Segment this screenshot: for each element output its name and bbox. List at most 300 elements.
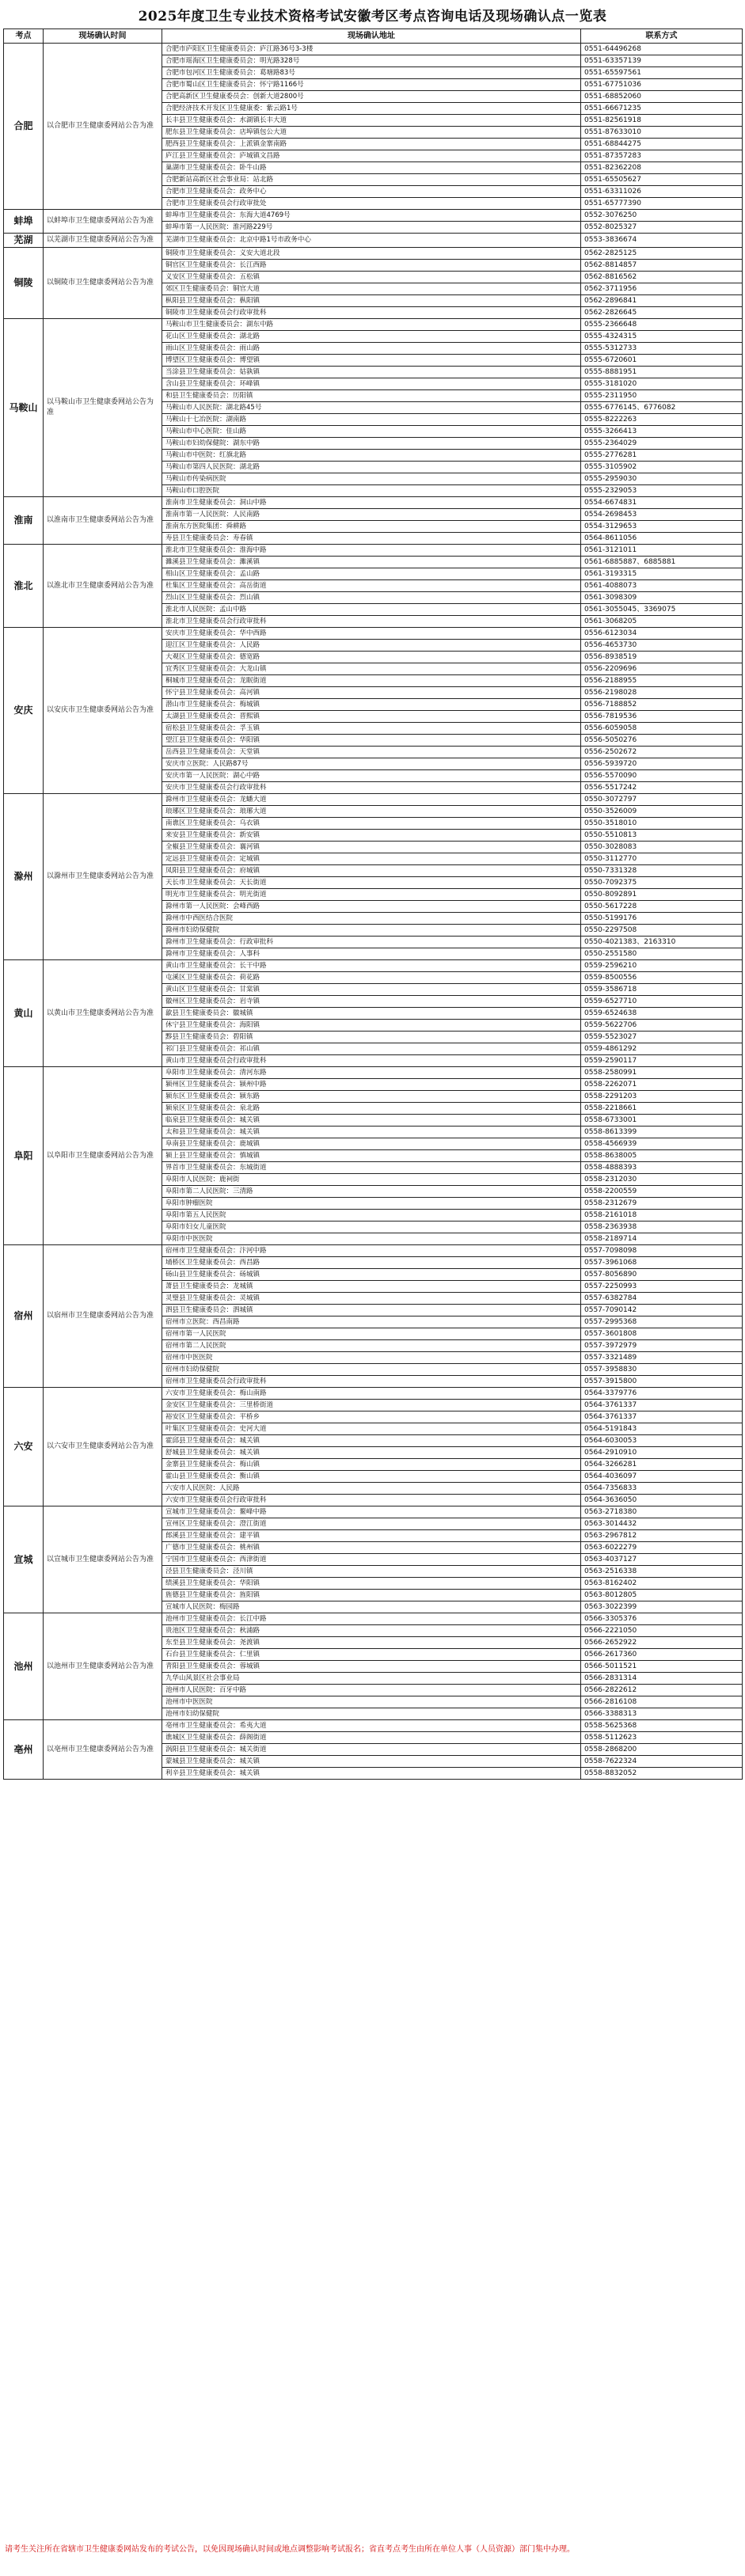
address-cell: 宿州市卫生健康委员会行政审批科 [162, 1376, 581, 1388]
address-cell: 安庆市卫生健康委员会行政审批科 [162, 782, 581, 794]
phone-cell: 0561-3055045、3369075 [581, 604, 743, 616]
address-cell: 濉溪县卫生健康委员会：濉溪镇 [162, 557, 581, 568]
address-cell: 庐江县卫生健康委员会：庐城镇文昌路 [162, 150, 581, 162]
address-cell: 马鞍山市口腔医院 [162, 485, 581, 497]
phone-cell: 0558-2200559 [581, 1186, 743, 1198]
phone-cell: 0562-2826645 [581, 307, 743, 319]
address-cell: 合肥市蜀山区卫生健康委员会：怀宁路1166号 [162, 79, 581, 91]
address-cell: 淮北市卫生健康委员会行政审批科 [162, 616, 581, 628]
phone-cell: 0566-2816108 [581, 1696, 743, 1708]
address-cell: 霍邱县卫生健康委员会：城关镇 [162, 1435, 581, 1447]
address-cell: 叶集区卫生健康委员会：史河大道 [162, 1423, 581, 1435]
phone-cell: 0561-4088073 [581, 580, 743, 592]
phone-cell: 0557-7090142 [581, 1305, 743, 1316]
address-cell: 合肥市卫生健康委员会行政审批处 [162, 198, 581, 210]
address-cell: 阜阳市第二人民医院：三清路 [162, 1186, 581, 1198]
phone-cell: 0564-4036097 [581, 1471, 743, 1483]
address-cell: 全椒县卫生健康委员会：襄河镇 [162, 842, 581, 853]
address-cell: 天长市卫生健康委员会：天长街道 [162, 877, 581, 889]
phone-cell: 0556-7819536 [581, 711, 743, 723]
address-cell: 琅琊区卫生健康委员会：琅琊大道 [162, 806, 581, 818]
table-body [4, 44, 743, 1780]
address-cell: 裕安区卫生健康委员会：平桥乡 [162, 1411, 581, 1423]
address-cell: 石台县卫生健康委员会：仁里镇 [162, 1649, 581, 1661]
phone-cell: 0566-5011521 [581, 1661, 743, 1673]
phone-cell: 0564-5191843 [581, 1423, 743, 1435]
time-cell: 以六安市卫生健康委网站公告为准 [44, 1388, 162, 1506]
phone-cell: 0563-3014432 [581, 1518, 743, 1530]
time-cell: 以安庆市卫生健康委网站公告为准 [44, 628, 162, 794]
phone-cell: 0551-63311026 [581, 186, 743, 198]
address-cell: 滁州市妇幼保健院 [162, 925, 581, 937]
address-cell: 屯溪区卫生健康委员会：荷花路 [162, 972, 581, 984]
phone-cell: 0551-65505627 [581, 174, 743, 186]
address-cell: 临泉县卫生健康委员会：城关镇 [162, 1115, 581, 1127]
address-cell: 铜陵市卫生健康委员会行政审批科 [162, 307, 581, 319]
phone-cell: 0558-2580991 [581, 1067, 743, 1079]
address-cell: 合肥市卫生健康委员会：政务中心 [162, 186, 581, 198]
phone-cell: 0556-5570090 [581, 770, 743, 782]
phone-cell: 0561-3193315 [581, 568, 743, 580]
address-cell: 亳州市卫生健康委员会：希夷大道 [162, 1720, 581, 1732]
address-cell: 合肥市包河区卫生健康委员会：葛塘路83号 [162, 67, 581, 79]
address-cell: 黟县卫生健康委员会：碧阳镇 [162, 1032, 581, 1043]
phone-cell: 0566-3305376 [581, 1613, 743, 1625]
time-cell: 以池州市卫生健康委网站公告为准 [44, 1613, 162, 1720]
phone-cell: 0555-6720601 [581, 355, 743, 367]
phone-cell: 0563-8162402 [581, 1578, 743, 1590]
address-cell: 安庆市卫生健康委员会：华中西路 [162, 628, 581, 640]
address-cell: 滁州市卫生健康委员会：人事科 [162, 948, 581, 960]
time-cell: 以阜阳市卫生健康委网站公告为准 [44, 1067, 162, 1245]
phone-cell: 0557-3601808 [581, 1328, 743, 1340]
phone-cell: 0551-68844275 [581, 139, 743, 150]
phone-cell: 0564-6030053 [581, 1435, 743, 1447]
phone-cell: 0558-2868200 [581, 1744, 743, 1756]
address-cell: 阜阳市肿瘤医院 [162, 1198, 581, 1210]
address-cell: 淮南东方医院集团：舜耕路 [162, 521, 581, 533]
phone-cell: 0556-5517242 [581, 782, 743, 794]
phone-cell: 0563-2718380 [581, 1506, 743, 1518]
phone-cell: 0550-5510813 [581, 830, 743, 842]
phone-cell: 0556-6123034 [581, 628, 743, 640]
address-cell: 宿州市妇幼保健院 [162, 1364, 581, 1376]
address-cell: 黄山市卫生健康委员会：长干中路 [162, 960, 581, 972]
phone-cell: 0566-2652922 [581, 1637, 743, 1649]
address-cell: 当涂县卫生健康委员会：姑孰镇 [162, 367, 581, 378]
phone-cell: 0564-3266281 [581, 1459, 743, 1471]
phone-cell: 0550-3526009 [581, 806, 743, 818]
address-cell: 雨山区卫生健康委员会：雨山路 [162, 343, 581, 355]
address-cell: 灵璧县卫生健康委员会：灵城镇 [162, 1293, 581, 1305]
time-cell: 以亳州市卫生健康委网站公告为准 [44, 1720, 162, 1780]
address-cell: 怀宁县卫生健康委员会：高河镇 [162, 687, 581, 699]
table-row [4, 960, 743, 972]
address-cell: 定远县卫生健康委员会：定城镇 [162, 853, 581, 865]
address-cell: 合肥高新区卫生健康委员会：创新大道2800号 [162, 91, 581, 103]
address-cell: 淮南市第一人民医院：人民南路 [162, 509, 581, 521]
phone-cell: 0558-2262071 [581, 1079, 743, 1091]
phone-cell: 0555-2366648 [581, 319, 743, 331]
region-cell: 池州 [4, 1613, 44, 1720]
phone-cell: 0550-3518010 [581, 818, 743, 830]
phone-cell: 0558-2291203 [581, 1091, 743, 1103]
phone-cell: 0550-2551580 [581, 948, 743, 960]
phone-cell: 0559-2596210 [581, 960, 743, 972]
address-cell: 合肥市庐阳区卫生健康委员会：庐江路36号3-3楼 [162, 44, 581, 55]
address-cell: 潜山市卫生健康委员会：梅城镇 [162, 699, 581, 711]
address-cell: 郎溪县卫生健康委员会：建平镇 [162, 1530, 581, 1542]
address-cell: 滁州市中西医结合医院 [162, 913, 581, 925]
region-cell: 芜湖 [4, 234, 44, 248]
phone-cell: 0557-3321489 [581, 1352, 743, 1364]
phone-cell: 0556-2502672 [581, 747, 743, 758]
time-cell: 以宣城市卫生健康委网站公告为准 [44, 1506, 162, 1613]
phone-cell: 0559-8500556 [581, 972, 743, 984]
address-cell: 蚌埠市第一人民医院：淮河路229号 [162, 222, 581, 234]
address-cell: 博望区卫生健康委员会：博望镇 [162, 355, 581, 367]
address-cell: 烈山区卫生健康委员会：烈山镇 [162, 592, 581, 604]
phone-cell: 0563-3022399 [581, 1601, 743, 1613]
address-cell: 池州市中医医院 [162, 1696, 581, 1708]
phone-cell: 0562-8814857 [581, 260, 743, 272]
address-cell: 东至县卫生健康委员会：尧渡镇 [162, 1637, 581, 1649]
address-cell: 南谯区卫生健康委员会：乌衣镇 [162, 818, 581, 830]
address-cell: 萧县卫生健康委员会：龙城镇 [162, 1281, 581, 1293]
region-cell: 合肥 [4, 44, 44, 210]
phone-cell: 0551-64496268 [581, 44, 743, 55]
table-row [4, 545, 743, 557]
address-cell: 马鞍山市妇幼保健院：湖东中路 [162, 438, 581, 450]
address-cell: 来安县卫生健康委员会：新安镇 [162, 830, 581, 842]
table-row [4, 319, 743, 331]
phone-cell: 0557-3961068 [581, 1257, 743, 1269]
table-row [4, 1506, 743, 1518]
address-cell: 池州市人民医院：百牙中路 [162, 1685, 581, 1696]
address-cell: 合肥市瑶海区卫生健康委员会：明光路328号 [162, 55, 581, 67]
address-cell: 郊区卫生健康委员会：铜官大道 [162, 283, 581, 295]
address-cell: 滁州市第一人民医院：会峰西路 [162, 901, 581, 913]
address-cell: 利辛县卫生健康委员会：城关镇 [162, 1768, 581, 1780]
table-header-row [4, 29, 743, 44]
phone-cell: 0557-6382784 [581, 1293, 743, 1305]
region-cell: 铜陵 [4, 248, 44, 319]
address-cell: 枞阳县卫生健康委员会：枞阳镇 [162, 295, 581, 307]
table-row [4, 1245, 743, 1257]
header-time: 现场确认时间 [44, 29, 162, 44]
table-row [4, 497, 743, 509]
phone-cell: 0556-2198028 [581, 687, 743, 699]
phone-cell: 0559-2590117 [581, 1055, 743, 1067]
phone-cell: 0557-3958830 [581, 1364, 743, 1376]
phone-cell: 0557-2995368 [581, 1316, 743, 1328]
address-cell: 宿州市卫生健康委员会：汴河中路 [162, 1245, 581, 1257]
address-cell: 合肥新站高新区社会事业局：站北路 [162, 174, 581, 186]
address-cell: 泗县卫生健康委员会：泗城镇 [162, 1305, 581, 1316]
address-cell: 望江县卫生健康委员会：华阳镇 [162, 735, 581, 747]
phone-cell: 0558-4566939 [581, 1138, 743, 1150]
time-cell: 以蚌埠市卫生健康委网站公告为准 [44, 210, 162, 234]
address-cell: 淮南市卫生健康委员会：洞山中路 [162, 497, 581, 509]
phone-cell: 0559-5523027 [581, 1032, 743, 1043]
address-cell: 宜秀区卫生健康委员会：大龙山镇 [162, 663, 581, 675]
phone-cell: 0556-5939720 [581, 758, 743, 770]
phone-cell: 0564-3761337 [581, 1411, 743, 1423]
footer-note: 请考生关注所在省辖市卫生健康委网站发布的考试公告，以免因现场确认时间或地点调整影响考试报名；省直考点考生由所在单位人事（人员资源）部门集中办理。 [5, 2545, 575, 2554]
address-cell: 贵池区卫生健康委员会：秋浦路 [162, 1625, 581, 1637]
phone-cell: 0559-6524638 [581, 1008, 743, 1020]
phone-cell: 0558-8832052 [581, 1768, 743, 1780]
phone-cell: 0561-3068205 [581, 616, 743, 628]
address-cell: 阜阳市卫生健康委员会：清河东路 [162, 1067, 581, 1079]
address-cell: 黄山市卫生健康委员会行政审批科 [162, 1055, 581, 1067]
phone-cell: 0555-8222263 [581, 414, 743, 426]
address-cell: 宁国市卫生健康委员会：西津街道 [162, 1554, 581, 1566]
address-cell: 淮北市卫生健康委员会：淮海中路 [162, 545, 581, 557]
page-title: 2025年度卫生专业技术资格考试安徽考区考点咨询电话及现场确认点一览表 [138, 8, 607, 25]
address-cell: 六安市卫生健康委员会：梅山南路 [162, 1388, 581, 1400]
phone-cell: 0557-7098098 [581, 1245, 743, 1257]
address-cell: 马鞍山市卫生健康委员会：湖东中路 [162, 319, 581, 331]
phone-cell: 0551-66671235 [581, 103, 743, 115]
address-cell: 宿州市第一人民医院 [162, 1328, 581, 1340]
address-cell: 明光市卫生健康委员会：明光街道 [162, 889, 581, 901]
phone-cell: 0550-4021383、2163310 [581, 937, 743, 948]
address-cell: 蒙城县卫生健康委员会：城关镇 [162, 1756, 581, 1768]
header-address: 现场确认地址 [162, 29, 581, 44]
address-cell: 阜南县卫生健康委员会：鹿城镇 [162, 1138, 581, 1150]
address-cell: 淮北市人民医院：孟山中路 [162, 604, 581, 616]
phone-cell: 0550-3112770 [581, 853, 743, 865]
address-cell: 安庆市立医院：人民路87号 [162, 758, 581, 770]
table-row [4, 1720, 743, 1732]
phone-cell: 0555-5312733 [581, 343, 743, 355]
phone-cell: 0563-2967812 [581, 1530, 743, 1542]
address-cell: 相山区卫生健康委员会：孟山路 [162, 568, 581, 580]
phone-cell: 0559-5622706 [581, 1020, 743, 1032]
address-cell: 阜阳市第五人民医院 [162, 1210, 581, 1222]
table-row [4, 248, 743, 260]
address-cell: 涡阳县卫生健康委员会：城关街道 [162, 1744, 581, 1756]
table-row [4, 628, 743, 640]
phone-cell: 0552-3076250 [581, 210, 743, 222]
phone-cell: 0564-3761337 [581, 1400, 743, 1411]
address-cell: 马鞍山市第四人民医院：湖北路 [162, 462, 581, 473]
document-page [3, 0, 742, 1780]
address-cell: 含山县卫生健康委员会：环峰镇 [162, 378, 581, 390]
table-row [4, 1613, 743, 1625]
time-cell: 以黄山市卫生健康委网站公告为准 [44, 960, 162, 1067]
address-cell: 颍州区卫生健康委员会：颍州中路 [162, 1079, 581, 1091]
header-phone: 联系方式 [581, 29, 743, 44]
phone-cell: 0556-2209696 [581, 663, 743, 675]
address-cell: 巢湖市卫生健康委员会：卧牛山路 [162, 162, 581, 174]
phone-cell: 0557-3915800 [581, 1376, 743, 1388]
phone-cell: 0556-8938519 [581, 652, 743, 663]
address-cell: 滁州市卫生健康委员会：龙蟠大道 [162, 794, 581, 806]
phone-cell: 0558-8638005 [581, 1150, 743, 1162]
address-cell: 青阳县卫生健康委员会：蓉城镇 [162, 1661, 581, 1673]
region-cell: 蚌埠 [4, 210, 44, 234]
address-cell: 黄山区卫生健康委员会：甘棠镇 [162, 984, 581, 996]
time-cell: 以铜陵市卫生健康委网站公告为准 [44, 248, 162, 319]
address-cell: 埇桥区卫生健康委员会：西昌路 [162, 1257, 581, 1269]
phone-cell: 0558-8613399 [581, 1127, 743, 1138]
phone-cell: 0558-5112623 [581, 1732, 743, 1744]
phone-cell: 0551-67751036 [581, 79, 743, 91]
phone-cell: 0555-3181020 [581, 378, 743, 390]
address-cell: 宣州区卫生健康委员会：澄江街道 [162, 1518, 581, 1530]
address-cell: 安庆市第一人民医院：湖心中路 [162, 770, 581, 782]
phone-cell: 0554-2698453 [581, 509, 743, 521]
phone-cell: 0566-2617360 [581, 1649, 743, 1661]
phone-cell: 0551-82362208 [581, 162, 743, 174]
address-cell: 岳西县卫生健康委员会：天堂镇 [162, 747, 581, 758]
address-cell: 霍山县卫生健康委员会：衡山镇 [162, 1471, 581, 1483]
address-cell: 祁门县卫生健康委员会：祁山镇 [162, 1043, 581, 1055]
address-cell: 宣城市卫生健康委员会：鳌峰中路 [162, 1506, 581, 1518]
phone-cell: 0558-2363938 [581, 1222, 743, 1233]
phone-cell: 0561-3121011 [581, 545, 743, 557]
phone-cell: 0552-8025327 [581, 222, 743, 234]
time-cell: 以合肥市卫生健康委网站公告为准 [44, 44, 162, 210]
address-cell: 凤阳县卫生健康委员会：府城镇 [162, 865, 581, 877]
phone-cell: 0566-2831314 [581, 1673, 743, 1685]
phone-cell: 0558-2189714 [581, 1233, 743, 1245]
phone-cell: 0555-4324315 [581, 331, 743, 343]
address-cell: 砀山县卫生健康委员会：砀城镇 [162, 1269, 581, 1281]
time-cell: 以淮南市卫生健康委网站公告为准 [44, 497, 162, 545]
address-cell: 和县卫生健康委员会：历阳镇 [162, 390, 581, 402]
address-cell: 铜官区卫生健康委员会：长江西路 [162, 260, 581, 272]
phone-cell: 0550-7331328 [581, 865, 743, 877]
table-row [4, 44, 743, 55]
address-cell: 滁州市卫生健康委员会：行政审批科 [162, 937, 581, 948]
phone-cell: 0550-3072797 [581, 794, 743, 806]
address-cell: 宿州市第二人民医院 [162, 1340, 581, 1352]
address-cell: 花山区卫生健康委员会：湖北路 [162, 331, 581, 343]
phone-cell: 0551-82561918 [581, 115, 743, 127]
address-cell: 义安区卫生健康委员会：五松镇 [162, 272, 581, 283]
header-region: 考点 [4, 29, 44, 44]
phone-cell: 0556-5050276 [581, 735, 743, 747]
address-cell: 徽州区卫生健康委员会：岩寺镇 [162, 996, 581, 1008]
phone-cell: 0551-87633010 [581, 127, 743, 139]
address-cell: 界首市卫生健康委员会：东城街道 [162, 1162, 581, 1174]
table-row [4, 794, 743, 806]
address-cell: 六安市人民医院：人民路 [162, 1483, 581, 1495]
phone-cell: 0555-2959030 [581, 473, 743, 485]
phone-cell: 0553-3836674 [581, 234, 743, 248]
region-cell: 黄山 [4, 960, 44, 1067]
phone-cell: 0558-6733001 [581, 1115, 743, 1127]
address-cell: 合肥经济技术开发区卫生健康委：紫云路1号 [162, 103, 581, 115]
address-cell: 芜湖市卫生健康委员会：北京中路1号市政务中心 [162, 234, 581, 248]
phone-cell: 0564-3379776 [581, 1388, 743, 1400]
address-cell: 蚌埠市卫生健康委员会：东海大道4769号 [162, 210, 581, 222]
address-cell: 太湖县卫生健康委员会：晋熙镇 [162, 711, 581, 723]
address-cell: 大观区卫生健康委员会：德宽路 [162, 652, 581, 663]
region-cell: 阜阳 [4, 1067, 44, 1245]
phone-cell: 0564-3636050 [581, 1495, 743, 1506]
address-cell: 金寨县卫生健康委员会：梅山镇 [162, 1459, 581, 1471]
phone-cell: 0566-3388313 [581, 1708, 743, 1720]
phone-cell: 0559-6527710 [581, 996, 743, 1008]
phone-cell: 0551-68852060 [581, 91, 743, 103]
address-cell: 宿松县卫生健康委员会：孚玉镇 [162, 723, 581, 735]
phone-cell: 0550-2297508 [581, 925, 743, 937]
address-cell: 肥西县卫生健康委员会：上派镇金寨南路 [162, 139, 581, 150]
region-cell: 马鞍山 [4, 319, 44, 497]
address-cell: 颍东区卫生健康委员会：颍东路 [162, 1091, 581, 1103]
address-cell: 金安区卫生健康委员会：三里桥街道 [162, 1400, 581, 1411]
phone-cell: 0554-3129653 [581, 521, 743, 533]
phone-cell: 0563-6022279 [581, 1542, 743, 1554]
region-cell: 淮北 [4, 545, 44, 628]
phone-cell: 0555-6776145、6776082 [581, 402, 743, 414]
phone-cell: 0551-63357139 [581, 55, 743, 67]
time-cell: 以滁州市卫生健康委网站公告为准 [44, 794, 162, 960]
time-cell: 以马鞍山市卫生健康委网站公告为准 [44, 319, 162, 497]
address-cell: 舒城县卫生健康委员会：城关镇 [162, 1447, 581, 1459]
phone-cell: 0559-3586718 [581, 984, 743, 996]
phone-cell: 0558-7622324 [581, 1756, 743, 1768]
address-cell: 歙县卫生健康委员会：徽城镇 [162, 1008, 581, 1020]
address-cell: 宿州市中医医院 [162, 1352, 581, 1364]
phone-cell: 0551-65597561 [581, 67, 743, 79]
phone-cell: 0550-8092891 [581, 889, 743, 901]
region-cell: 宿州 [4, 1245, 44, 1388]
phone-cell: 0561-3098309 [581, 592, 743, 604]
address-cell: 马鞍山十七冶医院：湖南路 [162, 414, 581, 426]
phone-cell: 0555-2364029 [581, 438, 743, 450]
phone-cell: 0556-2188955 [581, 675, 743, 687]
region-cell: 淮南 [4, 497, 44, 545]
address-cell: 杜集区卫生健康委员会：高岳街道 [162, 580, 581, 592]
region-cell: 滁州 [4, 794, 44, 960]
address-cell: 广德市卫生健康委员会：桃州镇 [162, 1542, 581, 1554]
address-cell: 桐城市卫生健康委员会：龙眠街道 [162, 675, 581, 687]
phone-cell: 0556-7188852 [581, 699, 743, 711]
address-cell: 太和县卫生健康委员会：城关镇 [162, 1127, 581, 1138]
phone-cell: 0558-2312030 [581, 1174, 743, 1186]
phone-cell: 0557-3972979 [581, 1340, 743, 1352]
region-cell: 宣城 [4, 1506, 44, 1613]
phone-cell: 0555-2776281 [581, 450, 743, 462]
phone-cell: 0563-4037127 [581, 1554, 743, 1566]
consultation-table [3, 28, 743, 1780]
region-cell: 亳州 [4, 1720, 44, 1780]
address-cell: 休宁县卫生健康委员会：海阳镇 [162, 1020, 581, 1032]
table-row [4, 210, 743, 222]
phone-cell: 0562-2825125 [581, 248, 743, 260]
address-cell: 六安市卫生健康委员会行政审批科 [162, 1495, 581, 1506]
phone-cell: 0566-2221050 [581, 1625, 743, 1637]
phone-cell: 0558-2218661 [581, 1103, 743, 1115]
phone-cell: 0564-2910910 [581, 1447, 743, 1459]
phone-cell: 0558-4888393 [581, 1162, 743, 1174]
address-cell: 马鞍山市人民医院：湖北路45号 [162, 402, 581, 414]
phone-cell: 0555-2311950 [581, 390, 743, 402]
phone-cell: 0562-3711956 [581, 283, 743, 295]
address-cell: 旌德县卫生健康委员会：旌阳镇 [162, 1590, 581, 1601]
address-cell: 九华山风景区社会事业局 [162, 1673, 581, 1685]
phone-cell: 0555-3266413 [581, 426, 743, 438]
phone-cell: 0550-7092375 [581, 877, 743, 889]
phone-cell: 0559-4861292 [581, 1043, 743, 1055]
phone-cell: 0551-65777390 [581, 198, 743, 210]
phone-cell: 0555-3105902 [581, 462, 743, 473]
